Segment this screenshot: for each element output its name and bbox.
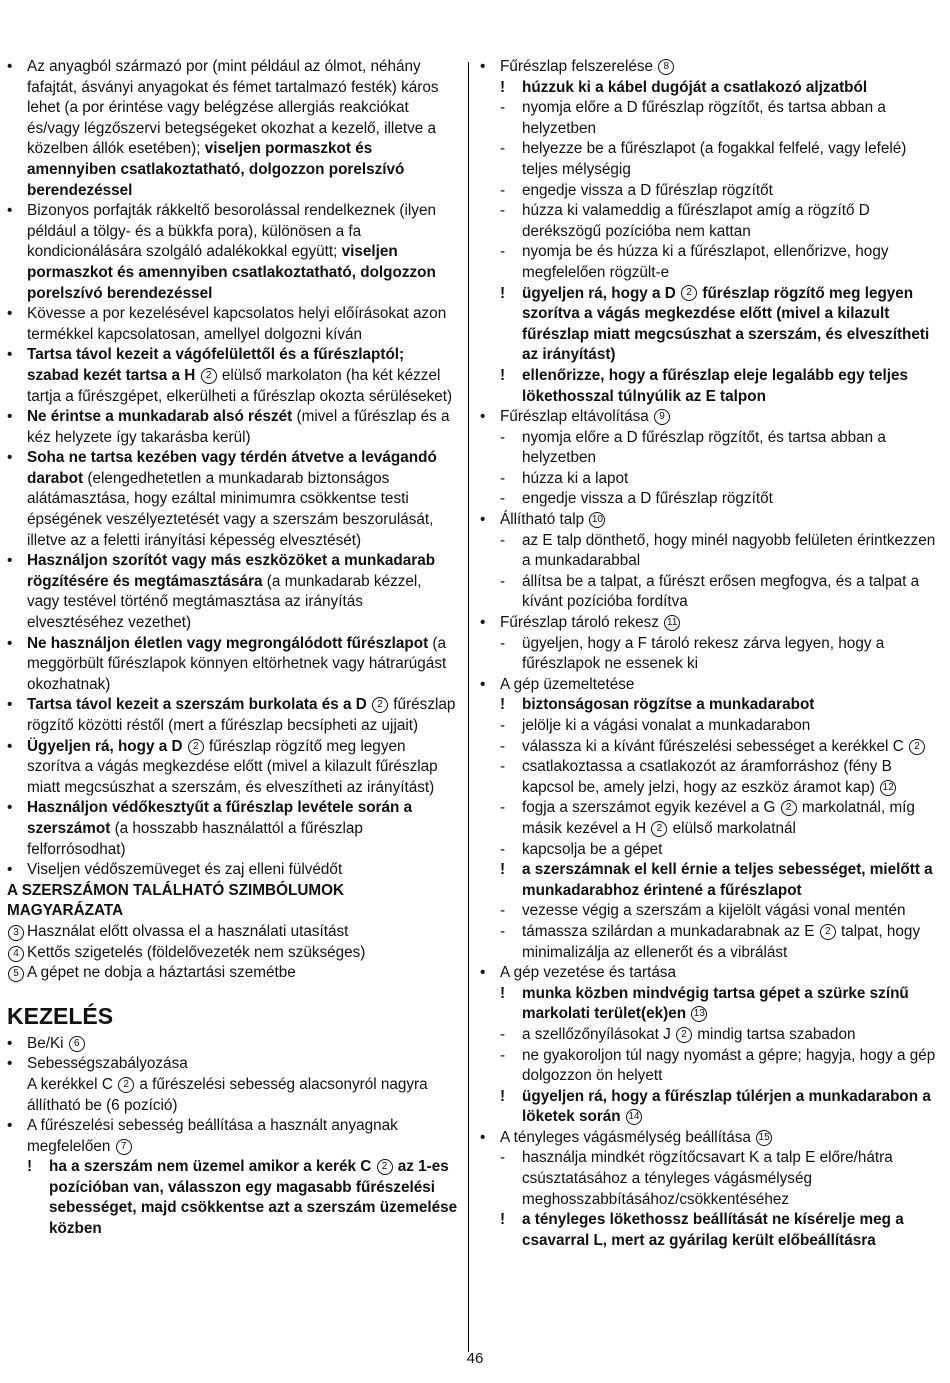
bullet-item <box>7 448 458 551</box>
text-run: Állítható talp <box>500 511 589 529</box>
symbol-number: 2 <box>781 800 797 816</box>
text-run: A gép üzemeltetése <box>500 675 635 693</box>
text-run: A tényleges vágásmélység beállítása <box>500 1128 756 1146</box>
excl-marker: ! <box>500 1211 506 1229</box>
text-run: az 1-es pozícióban van, válasszon egy magasabb fűrészelési sebességet, majd csökkentse azt a szerszám üzemelése közben <box>49 1158 458 1238</box>
text-run: ügyeljen, hogy a F tároló rekesz zárva legyen, hogy a fűrészlapok ne essenek ki <box>522 634 885 673</box>
bullet-marker: • <box>7 408 13 426</box>
bullet-marker: • <box>7 552 13 570</box>
dash-marker: - <box>500 428 506 446</box>
dash-item <box>500 901 942 922</box>
warning-item <box>500 366 942 407</box>
dash-marker: - <box>500 99 506 117</box>
bullet-marker: • <box>7 696 13 714</box>
dash-item <box>500 489 942 510</box>
bullet-marker: • <box>7 1117 13 1135</box>
text-run: Fűrészlap tároló rekesz <box>500 614 664 632</box>
dash-item <box>500 1025 942 1046</box>
text-run: csatlakoztassa a csatlakozót az áramforráshoz (fény B kapcsol be, amely jelzi, hogy az eszköz áramot kap) <box>522 758 892 796</box>
text-run: Használat előtt olvassa el a használati utasítást <box>27 922 349 940</box>
text-run: húzzuk ki a kábel dugóját a csatlakozó aljzatból <box>522 78 868 96</box>
dash-marker: - <box>500 469 506 487</box>
excl-marker: ! <box>500 366 506 384</box>
text-run: ügyeljen rá, hogy a D <box>522 284 681 302</box>
symbol-number: 2 <box>681 285 697 301</box>
bullet-marker: • <box>7 1034 13 1052</box>
text-run: (a hosszabb használattól a fűrészlap felforrósodhat) <box>27 819 363 858</box>
bullet-item <box>480 407 942 428</box>
text-run: Kettős szigetelés (földelővezeték nem szükséges) <box>27 943 366 961</box>
excl-marker: ! <box>500 1087 506 1105</box>
bullet-item <box>7 1034 458 1055</box>
text-run: viseljen pormaszkot és amennyiben csatlakoztatható, dolgozzon porelszívó berendezéssel <box>27 243 436 302</box>
bullet-item <box>7 551 458 633</box>
symbol-number: 3 <box>8 925 24 941</box>
text-run: Fűrészlap eltávolítása <box>500 408 654 426</box>
symbol-number: 2 <box>676 1027 692 1043</box>
text-run: vezesse végig a szerszám a kijelölt vágási vonal mentén <box>522 902 906 920</box>
symbol-number: 4 <box>8 946 24 962</box>
symbol-number: 2 <box>651 821 667 837</box>
text-run: A gép vezetése és tartása <box>500 964 677 982</box>
dash-marker: - <box>500 572 506 590</box>
text-run: fűrészlap rögzítő meg legyen szorítva a vágás megkezdése előtt (mivel a kilazult fűrészlap miatt megcsúszhat a szerszám, és elveszítheti az irányítást) <box>522 284 930 364</box>
text-run: támassza szilárdan a munkadarabnak az E <box>522 922 819 940</box>
text-run: (a meggörbült fűrészlapok könnyen eltörhetnek vagy hátrarúgást okozhatnak) <box>27 634 447 693</box>
bullet-item <box>7 304 458 345</box>
bullet-marker: • <box>480 1128 486 1146</box>
text-run: Tartsa távol kezeit a vágófelülettől és a fűrészlaptól; szabad kezét tartsa a H <box>27 346 405 384</box>
bullet-item <box>480 57 942 78</box>
symbol-number: 5 <box>8 966 24 982</box>
bullet-marker: • <box>7 737 13 755</box>
symbol-number: 2 <box>201 368 217 384</box>
text-run: helyezze be a fűrészlapot (a fogakkal felfelé, vagy lefelé) teljes mélységig <box>522 140 907 178</box>
bullet-item <box>480 675 942 696</box>
warning-item <box>500 860 942 901</box>
dash-marker: - <box>500 140 506 158</box>
text-run: A kerékkel C <box>27 1075 118 1093</box>
symbol-number: 2 <box>372 697 388 713</box>
symbol-number: 11 <box>664 615 680 631</box>
symbol-line <box>7 943 458 964</box>
symbol-number: 9 <box>654 409 670 425</box>
symbol-number: 12 <box>880 780 896 796</box>
text-run: ügyeljen rá, hogy a fűrészlap túlérjen a munkadarabon a löketek során <box>522 1087 931 1126</box>
text-run: húzza ki a lapot <box>522 469 629 487</box>
text-run: Soha ne tartsa kezében vagy térdén átvetve a levágandó darabot <box>27 449 437 487</box>
text-run: biztonságosan rögzítse a munkadarabot <box>522 696 815 714</box>
text-run: fogja a szerszámot egyik kezével a G <box>522 799 780 817</box>
symbol-number: 13 <box>691 1006 707 1022</box>
text-run: Kövesse a por kezelésével kapcsolatos helyi előírásokat azon termékkel kapcsolatosan, amellyel dolgozni kíván <box>27 305 447 343</box>
dash-item <box>500 572 942 613</box>
symbol-number: 7 <box>116 1139 132 1155</box>
bullet-marker: • <box>7 305 13 323</box>
text-run: Sebességszabályozása <box>27 1055 188 1073</box>
text-run: fűrészlap rögzítő meg legyen szorítva a vágás megkezdése előtt (mivel a kilazult fűrészlap miatt megcsúszhat a szerszám, és elveszítheti az irányítást) <box>27 737 438 796</box>
text-run: használja mindkét rögzítőcsavart K a talp E előre/hátra csúsztatásához a tényleges vágásmélység meghosszabbításához/csökkentéséhez <box>522 1149 893 1208</box>
text-run: állítsa be a talpat, a fűrészt erősen megfogva, és a talpat a kívánt pozícióba fordítva <box>522 572 920 611</box>
text-run: Ne érintse a munkadarab alsó részét <box>27 408 293 426</box>
dash-marker: - <box>500 1149 506 1167</box>
symbol-number: 10 <box>589 512 605 528</box>
text-run: engedje vissza a D fűrészlap rögzítőt <box>522 181 773 199</box>
symbol-number: 2 <box>188 739 204 755</box>
section-heading <box>7 881 458 922</box>
text-run: viseljen pormaszkot és amennyiben csatlakoztatható, dolgozzon porelszívó berendezéssel <box>27 140 405 199</box>
chapter-heading <box>7 1002 458 1030</box>
dash-item <box>500 737 942 758</box>
excl-marker: ! <box>500 284 506 302</box>
dash-item <box>500 634 942 675</box>
text-run: Viseljen védőszemüveget és zaj elleni fülvédőt <box>27 861 343 879</box>
text-run: engedje vissza a D fűrészlap rögzítőt <box>522 490 773 508</box>
dash-marker: - <box>500 737 506 755</box>
text-run: Be/Ki <box>27 1034 68 1052</box>
symbol-number: 2 <box>909 739 925 755</box>
dash-marker: - <box>500 717 506 734</box>
dash-marker: - <box>500 181 506 199</box>
text-run: KEZELÉS <box>7 1002 114 1029</box>
bullet-marker: • <box>480 58 486 75</box>
dash-item <box>500 922 942 963</box>
symbol-number: 14 <box>626 1109 642 1125</box>
text-run: (elengedhetetlen a munkadarab biztonságos alátámasztása, hogy ezáltal minimumra csökkentse testi épségének veszélyeztetését vagy a szerszám beszorulását, illetve az a feletti irányítási képesség elvesztését) <box>27 469 434 549</box>
dash-item <box>500 469 942 490</box>
dash-marker: - <box>500 202 506 220</box>
bullet-item <box>7 57 458 201</box>
bullet-item <box>7 798 458 860</box>
symbol-line <box>7 963 458 984</box>
dash-marker: - <box>500 531 506 549</box>
bullet-marker: • <box>7 58 13 75</box>
dash-item <box>500 531 942 572</box>
bullet-item <box>7 695 458 736</box>
bullet-marker: • <box>7 202 13 220</box>
excl-marker: ! <box>500 78 506 96</box>
bullet-item <box>7 1054 458 1075</box>
text-run: nyomja be és húzza ki a fűrészlapot, ellenőrizve, hogy megfelelően rögzült-e <box>522 243 889 281</box>
text-run: A fűrészelési sebesség beállítása a használt anyagnak megfelelően <box>27 1117 398 1155</box>
bullet-item <box>7 1116 458 1157</box>
excl-marker: ! <box>500 861 506 879</box>
bullet-marker: • <box>7 346 13 364</box>
warning-item <box>500 1087 942 1128</box>
dash-item <box>500 716 942 737</box>
text-run: húzza ki valameddig a fűrészlapot amíg a rögzítő D derékszögű pozícióba nem kattan <box>522 202 870 240</box>
text-run: munka közben mindvégig tartsa gépet a szürke színű markolati terület(ek)en <box>522 984 909 1023</box>
dash-marker: - <box>500 634 506 652</box>
text-run: Bizonyos porfajták rákkeltő besorolással rendelkeznek (ilyen például a tölgy- és a bükkfa pora), különösen a fa kondicionálására szolgáló adalékokkal együtt; <box>27 202 436 261</box>
bullet-item <box>7 345 458 407</box>
text-run: markolatnál, míg másik kezével a H <box>522 799 915 837</box>
symbol-number: 8 <box>658 59 674 75</box>
bullet-marker: • <box>7 1055 13 1073</box>
bullet-marker: • <box>7 799 13 817</box>
text-run: a tényleges lökethossz beállítását ne kísérelje meg a csavarral L, mert az gyárilag került előbeállításra <box>522 1211 904 1249</box>
bullet-item <box>480 963 942 984</box>
dash-item <box>500 428 942 469</box>
bullet-item <box>7 201 458 304</box>
text-run: (mivel a fűrészlap és a kéz helyzete így takarásba kerül) <box>27 408 450 446</box>
text-run: mindig tartsa szabadon <box>693 1025 856 1043</box>
excl-marker: ! <box>500 984 506 1002</box>
dash-marker: - <box>500 758 506 776</box>
text-run: elülső markolaton (ha két kézzel tartja a fűrészgépet, elkerülheti a fűrészlap okozta sérüléseket) <box>27 366 453 405</box>
bullet-item <box>480 510 942 531</box>
excl-marker: ! <box>27 1158 33 1176</box>
bullet-marker: • <box>7 449 13 467</box>
dash-marker: - <box>500 243 506 261</box>
dash-marker: - <box>500 490 506 508</box>
bullet-marker: • <box>7 861 13 879</box>
dash-item <box>500 98 942 139</box>
bullet-marker: • <box>480 408 486 426</box>
dash-marker: - <box>500 902 506 920</box>
bullet-item <box>7 737 458 799</box>
symbol-number: 6 <box>69 1036 85 1052</box>
warning-item <box>500 284 942 366</box>
text-run: nyomja előre a D fűrészlap rögzítőt, és tartsa abban a helyzetben <box>522 428 886 467</box>
bullet-marker: • <box>480 614 486 632</box>
dash-item <box>500 201 942 242</box>
text-run: talpat, hogy minimalizálja az ellenerőt és a vibrálást <box>522 922 921 961</box>
text-run: A gépet ne dobja a háztartási szemétbe <box>27 964 296 982</box>
text-run: Ügyeljen rá, hogy a D <box>27 737 187 755</box>
warning-item <box>500 984 942 1025</box>
bullet-item <box>7 860 458 881</box>
text-run: jelölje ki a vágási vonalat a munkadarabon <box>522 717 811 734</box>
dash-item <box>500 242 942 283</box>
bullet-marker: • <box>480 675 486 693</box>
text-run: Használjon védőkesztyűt a fűrészlap levétele során a szerszámot <box>27 799 413 837</box>
text-run: a fűrészelési sebesség alacsonyról nagyra állítható be (6 pozíció) <box>27 1075 428 1114</box>
text-run: a szerszámnak el kell érnie a teljes sebességet, mielőtt a munkadarabhoz érintené a fűrészlapot <box>522 861 933 899</box>
symbol-number: 2 <box>820 924 836 940</box>
text-run: Ne használjon életlen vagy megrongálódott fűrészlapot <box>27 634 429 652</box>
text-run: válassza ki a kívánt fűrészelési sebességet a kerékkel C <box>522 737 908 755</box>
bullet-marker: • <box>480 964 486 982</box>
text-run: Fűrészlap felszerelése <box>500 58 658 75</box>
dash-marker: - <box>500 1025 506 1043</box>
paragraph <box>7 1075 458 1116</box>
page-number: 46 <box>466 1350 484 1367</box>
text-run: Az anyagból származó por (mint például az ólmot, néhány fafajtát, ásványi anyagokat és fémet tartalmazó festék) káros lehet (a por érintése vagy belégzése allergiás reakciókat és/vagy légzőszervi betegségeket okozhat a kezelő, illetve a közelben állók esetében); <box>27 58 439 158</box>
dash-item <box>500 798 942 839</box>
dash-marker: - <box>500 922 506 940</box>
symbol-number: 2 <box>377 1159 393 1175</box>
bullet-marker: • <box>7 634 13 652</box>
text-run: ellenőrizze, hogy a fűrészlap eleje legalább egy teljes lökethosszal túlnyúlik az E talpon <box>522 366 908 405</box>
bullet-marker: • <box>480 511 486 529</box>
dash-item <box>500 757 942 798</box>
dash-marker: - <box>500 1046 506 1064</box>
text-run: ha a szerszám nem üzemel amikor a kerék C <box>49 1158 376 1176</box>
column-divider <box>468 62 469 1352</box>
dash-item <box>500 181 942 202</box>
text-run: kapcsolja be a gépet <box>522 840 663 858</box>
bullet-item <box>7 634 458 696</box>
left-column <box>7 57 458 1240</box>
text-run: az E talp dönthető, hogy minél nagyobb felületen érintkezzen a munkadarabbal <box>522 531 936 570</box>
bullet-item <box>480 1128 942 1149</box>
text-run: (a munkadarab kézzel, vagy testével történő megtámasztása az irányítás elvesztéséhez vezethet) <box>27 572 422 632</box>
text-run: elülső markolatnál <box>668 819 796 837</box>
dash-marker: - <box>500 840 506 858</box>
dash-item <box>500 139 942 180</box>
symbol-line <box>7 922 458 943</box>
warning-item <box>500 78 942 99</box>
symbol-number: 2 <box>118 1077 134 1093</box>
text-run: ne gyakoroljon túl nagy nyomást a gépre; hagyja, hogy a gép dolgozzon ön helyett <box>522 1046 936 1085</box>
text-run: A SZERSZÁMON TALÁLHATÓ SZIMBÓLUMOK MAGYARÁZATA <box>7 881 345 920</box>
warning-item <box>500 1210 942 1251</box>
excl-marker: ! <box>500 696 506 714</box>
dash-item <box>500 1148 942 1210</box>
warning-item <box>27 1157 458 1239</box>
text-run: Tartsa távol kezeit a szerszám burkolata és a D <box>27 696 372 714</box>
dash-item <box>500 1046 942 1087</box>
right-column <box>480 57 942 1251</box>
dash-marker: - <box>500 799 506 817</box>
warning-item <box>500 695 942 716</box>
symbol-number: 15 <box>756 1130 772 1146</box>
dash-item <box>500 840 942 861</box>
bullet-item <box>480 613 942 634</box>
text-run: Használjon szorítót vagy más eszközöket a munkadarab rögzítésére és megtámasztására <box>27 552 436 590</box>
text-run: a szellőzőnyílásokat J <box>522 1025 676 1043</box>
text-run: nyomja előre a D fűrészlap rögzítőt, és tartsa abban a helyzetben <box>522 99 886 137</box>
text-run: fűrészlap rögzítő közötti réstől (mert a fűrészlap becsípheti az ujjait) <box>27 696 456 734</box>
bullet-item <box>7 407 458 448</box>
